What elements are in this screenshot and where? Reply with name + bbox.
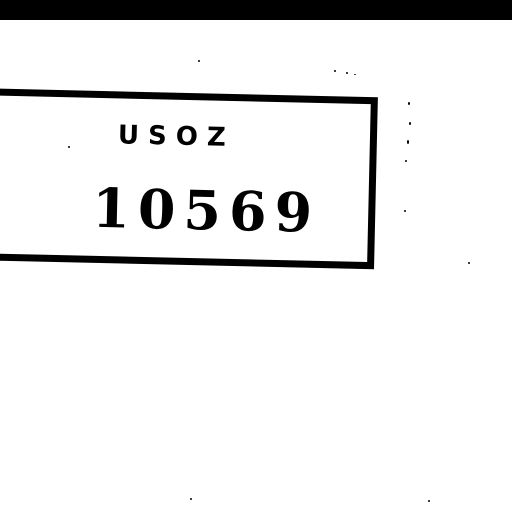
noise-speck [468,262,470,264]
noise-speck [190,498,192,500]
noise-speck [334,70,336,72]
noise-speck [405,160,407,162]
stamp-code: USOZ [117,120,236,154]
noise-speck [408,102,410,105]
noise-speck [407,140,409,144]
scan-edge-bar [0,0,512,20]
noise-speck [409,122,411,125]
noise-speck [346,72,348,74]
noise-speck [68,146,70,148]
noise-speck [404,210,406,212]
noise-speck [428,500,430,502]
noise-speck [198,60,200,62]
noise-speck [354,74,356,75]
stamp-number: 10569 [91,175,321,245]
stamp-box [0,88,378,269]
